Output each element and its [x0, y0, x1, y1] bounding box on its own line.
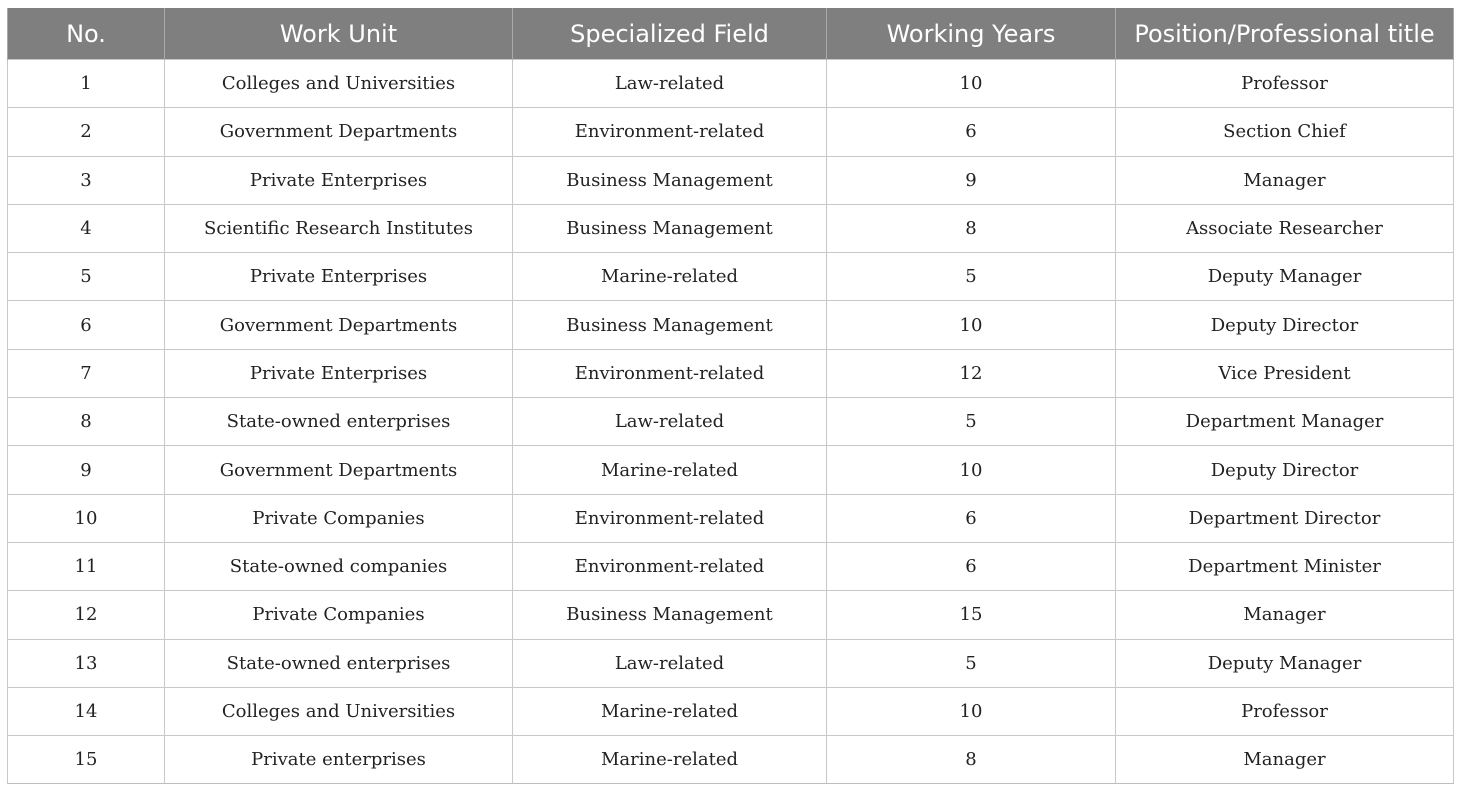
cell-specialized-field: Marine-related: [513, 446, 827, 494]
cell-work-unit: Private Enterprises: [165, 156, 513, 204]
cell-working-years: 5: [827, 639, 1116, 687]
cell-specialized-field: Business Management: [513, 204, 827, 252]
cell-work-unit: Private Companies: [165, 494, 513, 542]
table-row: [8, 60, 1454, 108]
cell-position-title: Manager: [1116, 736, 1454, 784]
cell-work-unit: State-owned enterprises: [165, 639, 513, 687]
table-row: [8, 156, 1454, 204]
cell-working-years: 6: [827, 542, 1116, 590]
cell-no: 13: [8, 639, 165, 687]
header-no: No.: [8, 8, 165, 60]
cell-working-years: 6: [827, 494, 1116, 542]
cell-specialized-field: Environment-related: [513, 108, 827, 156]
header-position-title: Position/Professional title: [1116, 8, 1454, 60]
cell-position-title: Professor: [1116, 60, 1454, 108]
cell-position-title: Manager: [1116, 591, 1454, 639]
cell-work-unit: Scientific Research Institutes: [165, 204, 513, 252]
cell-work-unit: State-owned enterprises: [165, 398, 513, 446]
header-row: [8, 8, 1454, 60]
cell-specialized-field: Law-related: [513, 398, 827, 446]
cell-no: 11: [8, 542, 165, 590]
table-row: [8, 494, 1454, 542]
cell-specialized-field: Marine-related: [513, 736, 827, 784]
cell-no: 9: [8, 446, 165, 494]
cell-position-title: Deputy Director: [1116, 446, 1454, 494]
cell-position-title: Associate Researcher: [1116, 204, 1454, 252]
cell-working-years: 10: [827, 301, 1116, 349]
header-working-years: Working Years: [827, 8, 1116, 60]
cell-specialized-field: Environment-related: [513, 494, 827, 542]
cell-working-years: 10: [827, 687, 1116, 735]
cell-no: 15: [8, 736, 165, 784]
cell-work-unit: Private Enterprises: [165, 349, 513, 397]
table-row: [8, 687, 1454, 735]
cell-no: 8: [8, 398, 165, 446]
header-work-unit: Work Unit: [165, 8, 513, 60]
cell-specialized-field: Business Management: [513, 591, 827, 639]
table-row: [8, 253, 1454, 301]
table-row: [8, 736, 1454, 784]
cell-position-title: Deputy Director: [1116, 301, 1454, 349]
table-row: [8, 301, 1454, 349]
cell-position-title: Department Manager: [1116, 398, 1454, 446]
cell-position-title: Manager: [1116, 156, 1454, 204]
data-table: [7, 8, 1454, 784]
cell-position-title: Department Director: [1116, 494, 1454, 542]
table-row: [8, 108, 1454, 156]
cell-position-title: Department Minister: [1116, 542, 1454, 590]
cell-work-unit: Colleges and Universities: [165, 60, 513, 108]
cell-work-unit: Government Departments: [165, 301, 513, 349]
cell-working-years: 10: [827, 446, 1116, 494]
cell-specialized-field: Law-related: [513, 60, 827, 108]
cell-no: 4: [8, 204, 165, 252]
cell-specialized-field: Business Management: [513, 156, 827, 204]
table-body: [8, 60, 1454, 784]
cell-work-unit: Private Companies: [165, 591, 513, 639]
cell-work-unit: State-owned companies: [165, 542, 513, 590]
cell-work-unit: Government Departments: [165, 108, 513, 156]
table-row: [8, 349, 1454, 397]
cell-work-unit: Private Enterprises: [165, 253, 513, 301]
cell-position-title: Vice President: [1116, 349, 1454, 397]
header-specialized-field: Specialized Field: [513, 8, 827, 60]
cell-working-years: 9: [827, 156, 1116, 204]
cell-specialized-field: Marine-related: [513, 253, 827, 301]
table-row: [8, 446, 1454, 494]
table-row: [8, 204, 1454, 252]
cell-no: 7: [8, 349, 165, 397]
cell-specialized-field: Business Management: [513, 301, 827, 349]
cell-work-unit: Government Departments: [165, 446, 513, 494]
cell-working-years: 5: [827, 398, 1116, 446]
cell-no: 10: [8, 494, 165, 542]
cell-no: 12: [8, 591, 165, 639]
cell-working-years: 10: [827, 60, 1116, 108]
cell-no: 6: [8, 301, 165, 349]
table-row: [8, 639, 1454, 687]
cell-working-years: 8: [827, 736, 1116, 784]
cell-specialized-field: Law-related: [513, 639, 827, 687]
cell-working-years: 8: [827, 204, 1116, 252]
cell-position-title: Deputy Manager: [1116, 639, 1454, 687]
cell-no: 1: [8, 60, 165, 108]
cell-specialized-field: Environment-related: [513, 349, 827, 397]
cell-position-title: Professor: [1116, 687, 1454, 735]
cell-working-years: 5: [827, 253, 1116, 301]
cell-position-title: Section Chief: [1116, 108, 1454, 156]
table-row: [8, 398, 1454, 446]
cell-no: 2: [8, 108, 165, 156]
cell-working-years: 12: [827, 349, 1116, 397]
cell-working-years: 6: [827, 108, 1116, 156]
cell-no: 14: [8, 687, 165, 735]
table-row: [8, 591, 1454, 639]
cell-no: 3: [8, 156, 165, 204]
cell-specialized-field: Environment-related: [513, 542, 827, 590]
table-row: [8, 542, 1454, 590]
cell-work-unit: Private enterprises: [165, 736, 513, 784]
cell-working-years: 15: [827, 591, 1116, 639]
cell-position-title: Deputy Manager: [1116, 253, 1454, 301]
cell-work-unit: Colleges and Universities: [165, 687, 513, 735]
cell-no: 5: [8, 253, 165, 301]
cell-specialized-field: Marine-related: [513, 687, 827, 735]
